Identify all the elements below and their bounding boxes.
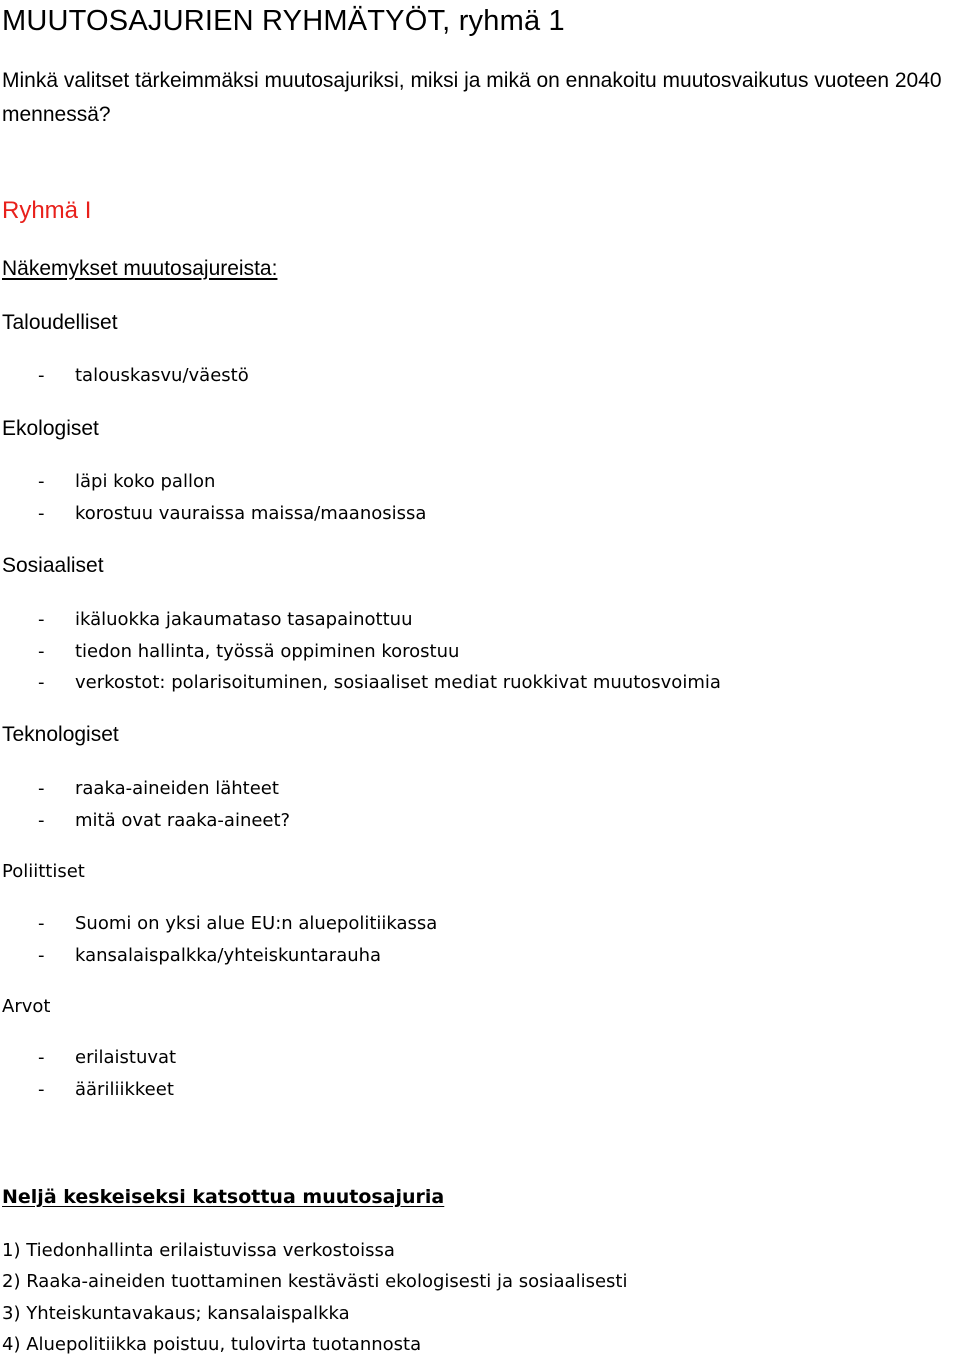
- key-drivers-heading: Neljä keskeiseksi katsottua muutosajuria: [2, 1186, 445, 1208]
- bullet-dash: -: [38, 944, 45, 966]
- bullet-dash: -: [38, 502, 45, 524]
- bullet-dash: -: [38, 365, 45, 386]
- group-heading: Ryhmä I: [2, 197, 92, 224]
- bullet-dash: -: [38, 809, 45, 831]
- key-drivers-list: [2, 1235, 627, 1360]
- bullet-dash: -: [38, 778, 45, 799]
- assignment-question: Minkä valitset tärkeimmäksi muutosajuriksi, miksi ja mikä on ennakoitu muutosvaikutus vuoteen 2040 mennessä?: [2, 69, 942, 126]
- list-item-text: tiedon hallinta, työssä oppiminen korostuu: [75, 640, 460, 662]
- bullet-dash: -: [38, 913, 45, 934]
- key-driver-item: 1) Tiedonhallinta erilaistuvissa verkostoissa: [2, 1240, 395, 1261]
- category-heading-economic: Taloudelliset: [2, 311, 118, 334]
- list-item-text: raaka-aineiden lähteet: [75, 778, 279, 799]
- key-driver-item: 4) Aluepolitiikka poistuu, tulovirta tuotannosta: [2, 1333, 422, 1355]
- category-heading-ecological: Ekologiset: [2, 417, 99, 440]
- category-heading-social: Sosiaaliset: [2, 554, 104, 577]
- list-item-text: mitä ovat raaka-aineet?: [75, 809, 291, 831]
- views-heading: Näkemykset muutosajureista:: [2, 257, 278, 280]
- key-driver-item: 3) Yhteiskuntavakaus; kansalaispalkka: [2, 1302, 350, 1324]
- bullet-dash: -: [38, 1078, 45, 1100]
- list-item-text: ääriliikkeet: [75, 1078, 174, 1100]
- key-driver-item: 2) Raaka-aineiden tuottaminen kestävästi ekologisesti ja sosiaalisesti: [2, 1271, 628, 1293]
- list-item-text: kansalaispalkka/yhteiskuntarauha: [75, 944, 382, 966]
- list-item-text: Suomi on yksi alue EU:n aluepolitiikassa: [75, 913, 438, 934]
- list-item-text: korostuu vauraissa maissa/maanosissa: [75, 502, 427, 524]
- category-heading-political: Poliittiset: [2, 861, 85, 882]
- bullet-dash: -: [38, 609, 45, 630]
- category-heading-technological: Teknologiset: [2, 723, 119, 746]
- page-title: MUUTOSAJURIEN RYHMÄTYÖT, ryhmä 1: [2, 5, 565, 37]
- list-item-text: talouskasvu/väestö: [75, 365, 249, 386]
- bullet-dash: -: [38, 672, 45, 693]
- list-item-text: ikäluokka jakaumataso tasapainottuu: [75, 609, 413, 630]
- category-heading-values: Arvot: [2, 996, 51, 1017]
- list-item-text: verkostot: polarisoituminen, sosiaaliset mediat ruokkivat muutosvoimia: [75, 672, 721, 693]
- list-item-text: läpi koko pallon: [75, 471, 216, 492]
- bullet-dash: -: [38, 471, 45, 492]
- bullet-dash: -: [38, 640, 45, 662]
- list-item-text: erilaistuvat: [75, 1047, 177, 1068]
- bullet-dash: -: [38, 1047, 45, 1068]
